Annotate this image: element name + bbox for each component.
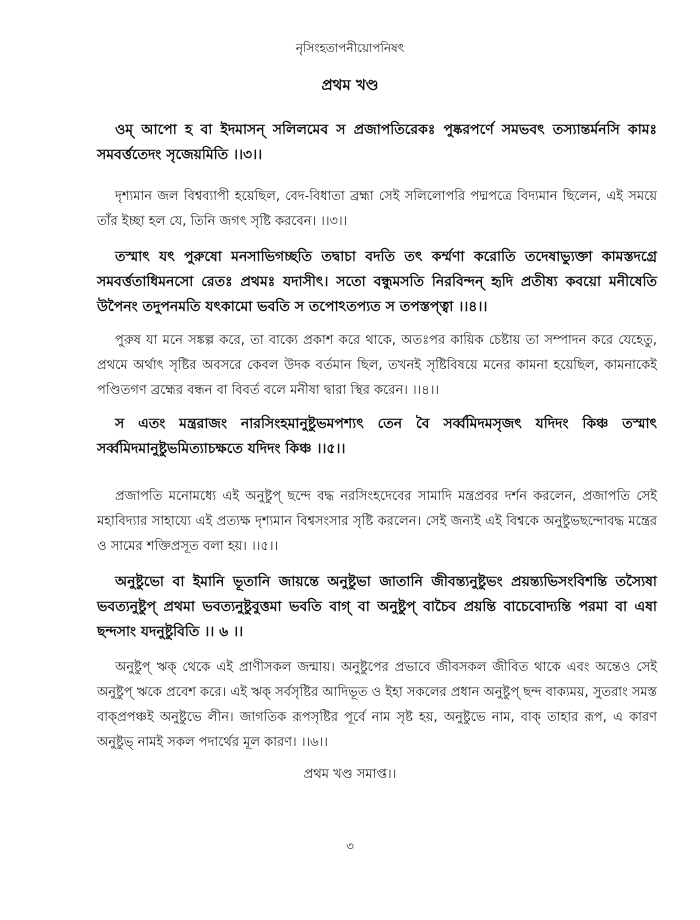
bengali-translation-5: প্রজাপতি মনোমধ্যে এই অনুষ্টুপ্ ছন্দে বদ্ধ নরসিংহদেবের সামাদি মন্ত্রপ্রবর দর্শন করলেন, প্রজাপতি সেই মহাবিদ্যার সাহায্যে এই প্রত্যক্ষ দৃশ্যমান বিশ্বসংসার সৃষ্টি করলেন। সেই জন্যই এই বিশ্বকে অনুষ্টুভছন্দোবদ্ধ মন্ত্রের ও সামের শক্তিপ্রসূত বলা হয়। ।।৫।। <box>97 489 657 554</box>
sanskrit-verse-5: স এতং মন্ত্ররাজং নারসিংহমানুষ্টুভমপশ্যৎ তেন বৈ সর্ব্বমিদমসৃজৎ যদিদং কিঞ্চ তস্মাৎ সর্ব্বমিদমানুষ্টুভমিত্যাচক্ষতে যদিদং কিঞ্চ ।।৫।। <box>97 416 657 457</box>
section-title: প্রথম খণ্ড <box>321 76 379 94</box>
running-header: নৃসিংহতাপনীয়োপনিষৎ <box>295 41 405 55</box>
page-number: ৩ <box>346 839 354 853</box>
sanskrit-verse-3: ওম্ আপো হ বা ইদমাসন্ সলিলমেব স প্রজাপতিরেকঃ পুষ্করপর্ণে সমভবৎ তস্যান্তর্মনসি কামঃ সমবর্ত্ততেদং সৃজেয়মিতি ।।৩।। <box>97 122 657 163</box>
sanskrit-verse-4: তস্মাৎ যৎ পুরুষো মনসাভিগচ্ছতি তদ্বাচা বদতি তৎ কর্ম্মণা করোতি তদেষাভ্যুক্তা কামস্তদগ্রে সমবর্ত্ততাধিমনসো রেতঃ প্রথমঃ যদাসীৎ। সতো বন্ধুমসতি নিরবিন্দন্ হৃদি প্রতীষ্য কবয়ো মনীষেতি উপৈনং তদুপনমতি যৎকামো ভবতি স তপোঽতপ্যত স তপস্তপ্ত্বা ।।৪।। <box>97 249 657 315</box>
bengali-translation-6: অনুষ্টুপ্ ঋক্ থেকে এই প্রাণীসকল জন্মায়। অনুষ্টুপের প্রভাবে জীবসকল জীবিত থাকে এবং অন্তেও সেই অনুষ্টুপ্ ঋকে প্রবেশ করে। এই ঋক্ সর্বসৃষ্টির আদিভূত ও ইহা সকলের প্রধান অনুষ্টুপ্ ছন্দ বাক্যময়, সুতরাং সমস্ত বাক্প্রপঞ্চই অনুষ্টুভে লীন। জাগতিক রূপসৃষ্টির পূর্বে নাম সৃষ্ট হয়, অনুষ্টুভে নাম, বাক্ তাহার রূপ, এ কারণ অনুষ্টুভ্ নামই সকল পদার্থের মূল কারণ। ।।৬।। <box>97 660 657 750</box>
sanskrit-verse-6: অনুষ্টুভো বা ইমানি ভূতানি জায়ন্তে অনুষ্টুভা জাতানি জীবন্ত্যনুষ্টুভং প্রয়ন্ত্যভিসংবিশন্তি তস্যৈষা ভবত্যনুষ্টুপ্ প্রথমা ভবত্যনুষ্টুবুত্তমা ভবতি বাগ্ বা অনুষ্টুপ্ বাচৈব প্রয়ন্তি বাচেবোদ্যন্তি পরমা বা এষা ছন্দসাং যদনুষ্টুবিতি ।। ৬ ।। <box>97 574 657 640</box>
bengali-translation-3: দৃশ্যমান জল বিশ্বব্যাপী হয়েছিল, বেদ-বিধাতা ব্রহ্মা সেই সলিলোপরি পদ্মপত্রে বিদ্যমান ছিলেন, এই সময়ে তাঁর ইচ্ছা হল যে, তিনি জগৎ সৃষ্টি করবেন। ।।৩।। <box>97 189 657 229</box>
bengali-translation-4: পুরুষ যা মনে সঙ্কল্প করে, তা বাক্যে প্রকাশ করে থাকে, অতঃপর কায়িক চেষ্টায় তা সম্পাদন করে যেহেতু, প্রথমে অর্থাৎ সৃষ্টির অবসরে কেবল উদক বর্তমান ছিল, তখনই সৃষ্টিবিষয়ে মনের কামনা হয়েছিল, কামনাকেই পণ্ডিতগণ ব্রহ্মের বন্ধন বা বিবর্ত বলে মনীষা দ্বারা স্থির করেন। ।।৪।। <box>97 333 657 398</box>
section-end-line: প্রথম খণ্ড সমাপ্ত।। <box>303 767 397 782</box>
